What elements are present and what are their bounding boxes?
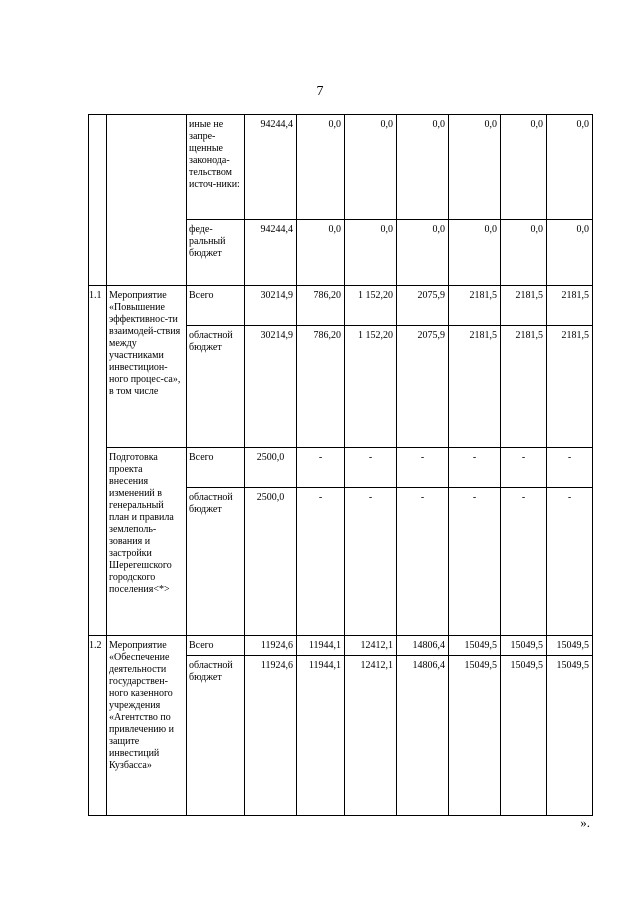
value-cell: 14806,4	[397, 656, 449, 816]
row-number-cell	[89, 115, 107, 286]
value-cell: -	[501, 488, 547, 636]
value-cell: 2181,5	[449, 326, 501, 448]
value-cell: 11944,1	[297, 636, 345, 656]
value-cell: -	[297, 448, 345, 488]
table-row	[89, 636, 593, 656]
value-cell: 15049,5	[547, 636, 593, 656]
funding-source-cell: областной бюджет	[187, 656, 245, 816]
activity-cell: Мероприятие «Обеспечение деятельности государствен-ного казенного учреждения «Агентство по привлечению и защите инвестиций Кузбасса»	[107, 636, 187, 816]
value-cell: 0,0	[397, 115, 449, 220]
value-cell: 0,0	[501, 220, 547, 286]
value-cell: 2181,5	[547, 286, 593, 326]
value-cell: -	[397, 488, 449, 636]
value-cell: 12412,1	[345, 656, 397, 816]
value-cell: 0,0	[449, 220, 501, 286]
value-cell: 2500,0	[245, 488, 297, 636]
value-cell: 2181,5	[449, 286, 501, 326]
activity-cell: Мероприятие «Повышение эффективнос-ти взаимодей-ствия между участниками инвестицион-ного процес-са», в том числе	[107, 286, 187, 448]
row-number-cell: 1.2	[89, 636, 107, 816]
funding-source-cell: Всего	[187, 448, 245, 488]
value-cell: 2181,5	[501, 326, 547, 448]
value-cell: 0,0	[547, 115, 593, 220]
value-cell: 11924,6	[245, 656, 297, 816]
funding-source-cell: областной бюджет	[187, 488, 245, 636]
value-cell: 11944,1	[297, 656, 345, 816]
value-cell: 0,0	[345, 115, 397, 220]
activity-cell: Подготовка проекта внесения изменений в генеральный план и правила землеполь-зования и застройки Шерегешского городского поселения<*>	[107, 448, 187, 636]
value-cell: -	[449, 448, 501, 488]
value-cell: 2075,9	[397, 326, 449, 448]
funding-source-cell: феде-ральный бюджет	[187, 220, 245, 286]
value-cell: 0,0	[547, 220, 593, 286]
budget-table	[88, 114, 593, 816]
value-cell: 15049,5	[501, 656, 547, 816]
value-cell: 0,0	[449, 115, 501, 220]
activity-cell	[107, 115, 187, 286]
value-cell: -	[397, 448, 449, 488]
value-cell: 0,0	[297, 115, 345, 220]
value-cell: 14806,4	[397, 636, 449, 656]
value-cell: 2181,5	[501, 286, 547, 326]
value-cell: 786,20	[297, 286, 345, 326]
table-row	[89, 115, 593, 220]
value-cell: 12412,1	[345, 636, 397, 656]
value-cell: 1 152,20	[345, 286, 397, 326]
closing-quote-mark: ».	[580, 815, 590, 830]
value-cell: 0,0	[397, 220, 449, 286]
funding-source-cell: Всего	[187, 286, 245, 326]
value-cell: -	[547, 488, 593, 636]
value-cell: -	[345, 488, 397, 636]
value-cell: -	[501, 448, 547, 488]
value-cell: 94244,4	[245, 115, 297, 220]
value-cell: 0,0	[345, 220, 397, 286]
funding-source-cell: областной бюджет	[187, 326, 245, 448]
table-row	[89, 286, 593, 326]
value-cell: 2181,5	[547, 326, 593, 448]
table-row	[89, 448, 593, 488]
page-number: 7	[316, 84, 324, 99]
value-cell: 0,0	[297, 220, 345, 286]
value-cell: 15049,5	[501, 636, 547, 656]
value-cell: 11924,6	[245, 636, 297, 656]
value-cell: -	[547, 448, 593, 488]
value-cell: 30214,9	[245, 326, 297, 448]
value-cell: -	[449, 488, 501, 636]
value-cell: 15049,5	[449, 656, 501, 816]
value-cell: 1 152,20	[345, 326, 397, 448]
funding-source-cell: Всего	[187, 636, 245, 656]
value-cell: 30214,9	[245, 286, 297, 326]
value-cell: 15049,5	[547, 656, 593, 816]
row-number-cell: 1.1	[89, 286, 107, 636]
value-cell: 94244,4	[245, 220, 297, 286]
funding-source-cell: иные не запре-щенные законода-тельством источ-ники:	[187, 115, 245, 220]
value-cell: 0,0	[501, 115, 547, 220]
value-cell: 2075,9	[397, 286, 449, 326]
value-cell: 2500,0	[245, 448, 297, 488]
value-cell: -	[345, 448, 397, 488]
value-cell: -	[297, 488, 345, 636]
value-cell: 786,20	[297, 326, 345, 448]
value-cell: 15049,5	[449, 636, 501, 656]
